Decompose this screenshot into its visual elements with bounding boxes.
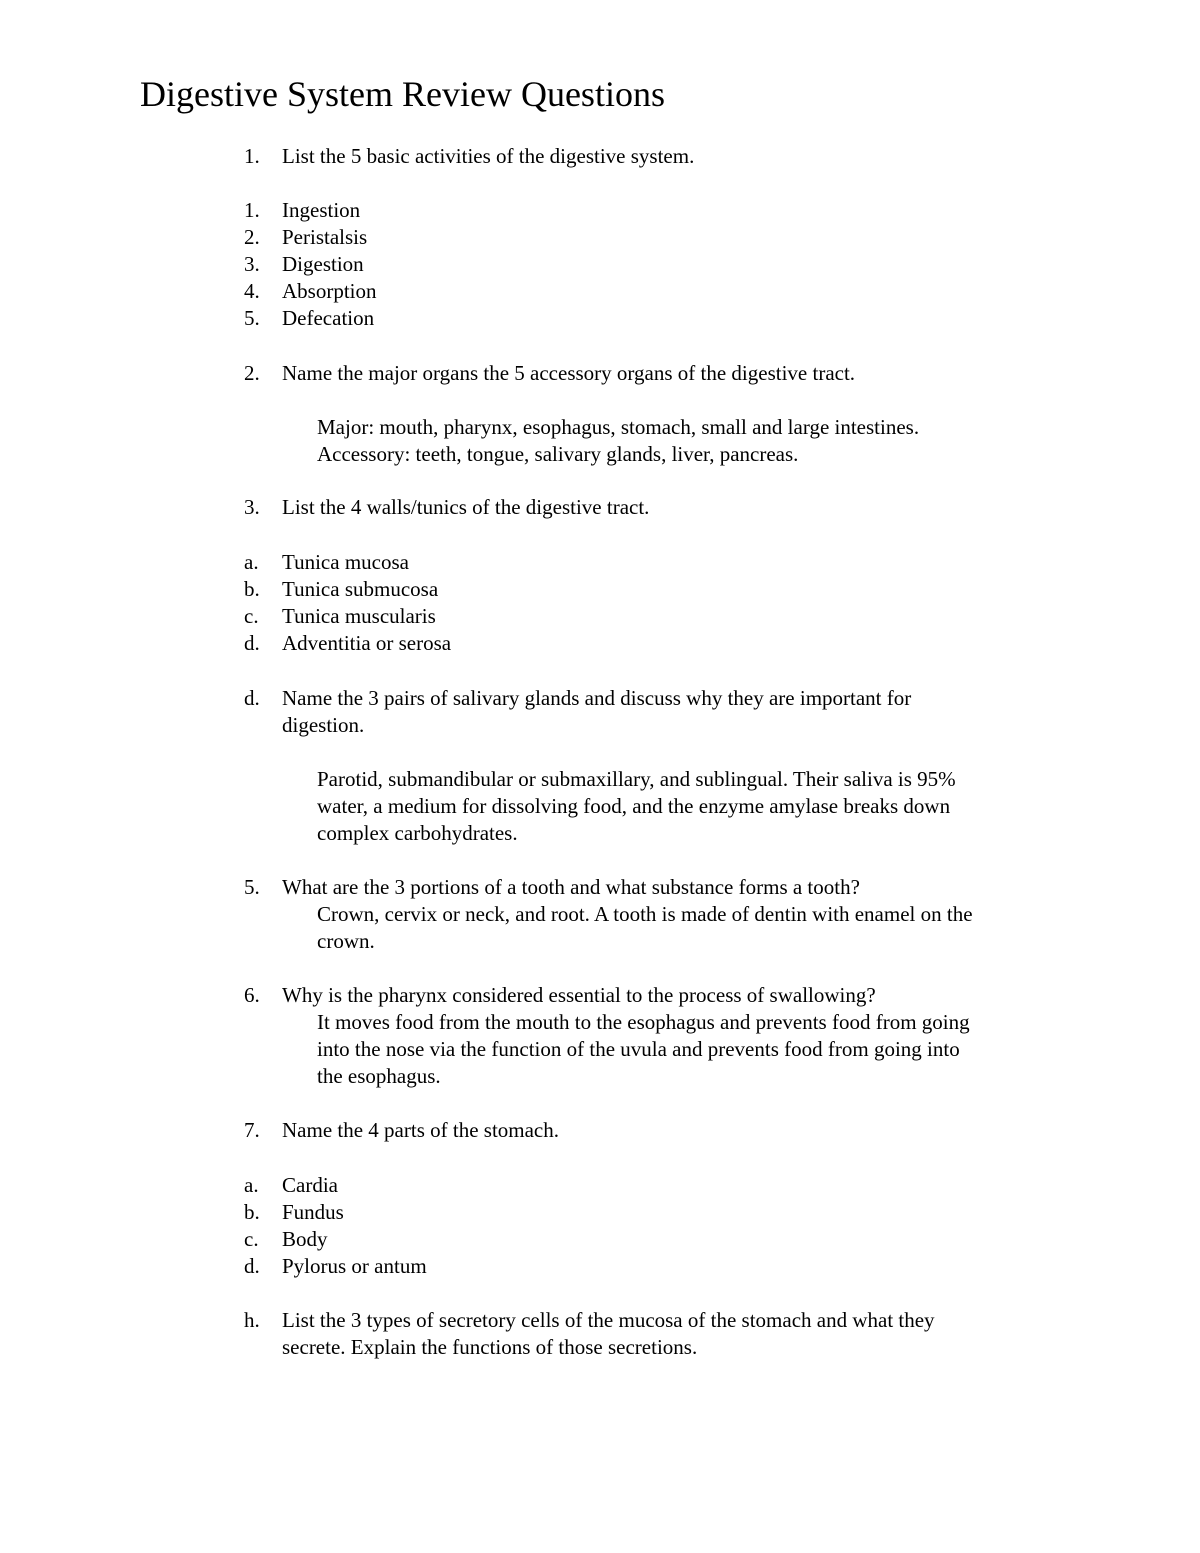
list-marker: a.: [244, 1173, 259, 1197]
question-number: 7.: [244, 1118, 260, 1142]
list-item: [0, 630, 1200, 657]
answer-line: [0, 1036, 1200, 1063]
list-marker: 3.: [244, 252, 260, 276]
question-line: [0, 982, 1200, 1009]
question-number: 1.: [244, 144, 260, 168]
question-text: Why is the pharynx considered essential to the process of swallowing?: [282, 983, 876, 1007]
list-text: Pylorus or antum: [282, 1254, 427, 1278]
answer-line: [0, 820, 1200, 847]
list-item: [0, 1226, 1200, 1253]
question-text: List the 4 walls/tunics of the digestive tract.: [282, 495, 650, 519]
list-item: [0, 278, 1200, 305]
question-number: 5.: [244, 875, 260, 899]
question-text: List the 5 basic activities of the digestive system.: [282, 144, 695, 168]
question-number: 2.: [244, 361, 260, 385]
list-item: [0, 1199, 1200, 1226]
question-line: [0, 685, 1200, 712]
list-item: [0, 576, 1200, 603]
answer-line: [0, 901, 1200, 928]
list-text: Tunica submucosa: [282, 577, 439, 601]
answer-text: complex carbohydrates.: [317, 821, 518, 845]
answer-line: [0, 414, 1200, 441]
list-marker: c.: [244, 604, 259, 628]
list-text: Tunica muscularis: [282, 604, 436, 628]
answer-line: [0, 928, 1200, 955]
question-number: 6.: [244, 983, 260, 1007]
answer-text: water, a medium for dissolving food, and the enzyme amylase breaks down: [317, 794, 951, 818]
list-text: Adventitia or serosa: [282, 631, 452, 655]
list-item: [0, 549, 1200, 576]
answer-text: Accessory: teeth, tongue, salivary glands, liver, pancreas.: [317, 442, 799, 466]
list-text: Fundus: [282, 1200, 344, 1224]
list-text: Cardia: [282, 1173, 338, 1197]
answer-line: [0, 766, 1200, 793]
answer-line: [0, 1009, 1200, 1036]
question-line: [0, 1334, 1200, 1361]
question-text: What are the 3 portions of a tooth and what substance forms a tooth?: [282, 875, 860, 899]
list-marker: c.: [244, 1227, 259, 1251]
list-text: Ingestion: [282, 198, 361, 222]
list-marker: 5.: [244, 306, 260, 330]
question-line: [0, 712, 1200, 739]
list-item: [0, 251, 1200, 278]
question-line: [0, 360, 1200, 387]
answer-text: It moves food from the mouth to the esophagus and prevents food from going: [317, 1010, 970, 1034]
answer-line: [0, 793, 1200, 820]
list-text: Tunica mucosa: [282, 550, 409, 574]
answer-text: Major: mouth, pharynx, esophagus, stomach, small and large intestines.: [317, 415, 920, 439]
list-text: Digestion: [282, 252, 364, 276]
answer-text: the esophagus.: [317, 1064, 441, 1088]
list-item: [0, 197, 1200, 224]
question-text: Name the 4 parts of the stomach.: [282, 1118, 559, 1142]
list-marker: 4.: [244, 279, 260, 303]
list-text: Peristalsis: [282, 225, 368, 249]
question-line: [0, 1307, 1200, 1334]
question-text: Name the 3 pairs of salivary glands and discuss why they are important for: [282, 686, 912, 710]
question-text: digestion.: [282, 713, 365, 737]
list-marker: a.: [244, 550, 259, 574]
list-marker: d.: [244, 1254, 260, 1278]
list-item: [0, 305, 1200, 332]
question-line: [0, 494, 1200, 521]
answer-text: into the nose via the function of the uvula and prevents food from going into: [317, 1037, 960, 1061]
list-marker: 2.: [244, 225, 260, 249]
question-text: secrete. Explain the functions of those secretions.: [282, 1335, 698, 1359]
question-line: [0, 143, 1200, 170]
list-item: [0, 224, 1200, 251]
list-item: [0, 1253, 1200, 1280]
list-text: Absorption: [282, 279, 377, 303]
list-item: [0, 1172, 1200, 1199]
list-marker: b.: [244, 1200, 260, 1224]
answer-text: crown.: [317, 929, 375, 953]
answer-text: Parotid, submandibular or submaxillary, and sublingual. Their saliva is 95%: [317, 767, 956, 791]
answer-text: Crown, cervix or neck, and root. A tooth is made of dentin with enamel on the: [317, 902, 973, 926]
question-text: List the 3 types of secretory cells of the mucosa of the stomach and what they: [282, 1308, 935, 1332]
list-text: Body: [282, 1227, 328, 1251]
page-title: Digestive System Review Questions: [140, 74, 665, 114]
list-marker: b.: [244, 577, 260, 601]
answer-line: [0, 441, 1200, 468]
question-number: h.: [244, 1308, 260, 1332]
list-marker: d.: [244, 631, 260, 655]
question-text: Name the major organs the 5 accessory organs of the digestive tract.: [282, 361, 856, 385]
question-line: [0, 1117, 1200, 1144]
list-item: [0, 603, 1200, 630]
answer-line: [0, 1063, 1200, 1090]
question-number: d.: [244, 686, 260, 710]
question-number: 3.: [244, 495, 260, 519]
question-line: [0, 874, 1200, 901]
list-text: Defecation: [282, 306, 375, 330]
list-marker: 1.: [244, 198, 260, 222]
